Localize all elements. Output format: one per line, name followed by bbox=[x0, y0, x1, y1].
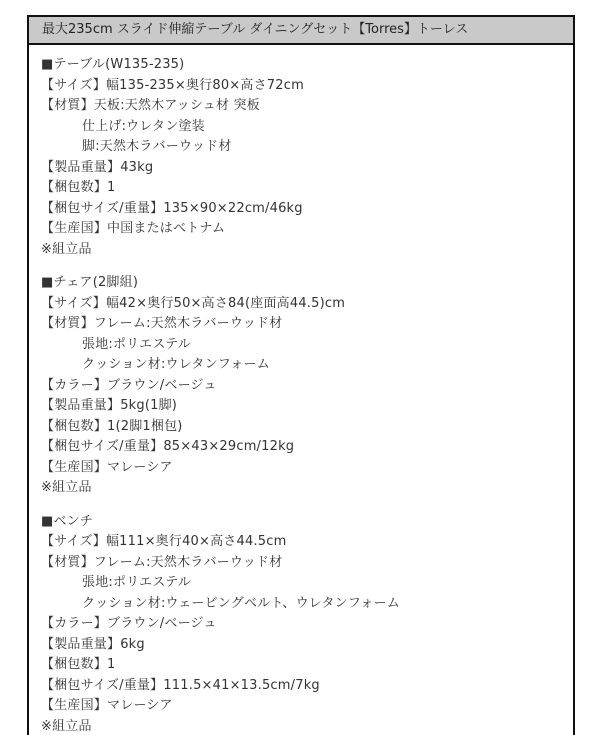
spec-line: 【製品重量】6kg bbox=[41, 636, 145, 652]
spec-line: クッション材:ウェービングベルト、ウレタンフォーム bbox=[82, 595, 401, 611]
spec-line: 【材質】フレーム:天然木ラバーウッド材 bbox=[41, 316, 283, 331]
spec-line: ※組立品 bbox=[41, 718, 92, 734]
spec-line: 仕上げ:ウレタン塗装 bbox=[82, 118, 205, 134]
spec-line: 張地:ポリエステル bbox=[82, 336, 192, 352]
spec-line: 【梱包数】1(2脚1梱包) bbox=[41, 418, 183, 434]
product-title: 最大235cm スライド伸縮テーブル ダイニングセット【Torres】トーレス bbox=[42, 22, 469, 37]
spec-line: 【梱包サイズ/重量】85×43×29cm/12kg bbox=[41, 439, 295, 454]
spec-line: 脚:天然木ラバーウッド材 bbox=[82, 139, 232, 154]
spec-line: 【生産国】マレーシア bbox=[41, 698, 173, 713]
spec-line: 【製品重量】5kg(1脚) bbox=[41, 398, 178, 413]
spec-line: 【梱包サイズ/重量】135×90×22cm/46kg bbox=[41, 200, 303, 216]
spec-line: 【梱包サイズ/重量】111.5×41×13.5cm/7kg bbox=[41, 677, 320, 693]
section-heading-bench: ■ベンチ bbox=[41, 513, 94, 529]
spec-line: 【生産国】中国またはベトナム bbox=[41, 221, 226, 236]
spec-line: 【生産国】マレーシア bbox=[41, 459, 173, 475]
section-heading-table: ■テーブル(W135-235) bbox=[41, 57, 185, 72]
spec-line: 【材質】フレーム:天然木ラバーウッド材 bbox=[41, 554, 283, 570]
spec-line: ※組立品 bbox=[41, 480, 92, 495]
product-title-bar bbox=[29, 17, 573, 45]
spec-section-table bbox=[41, 55, 561, 260]
section-heading-chair: ■チェア(2脚組) bbox=[41, 275, 139, 290]
spec-line: 【カラー】ブラウン/ベージュ bbox=[41, 377, 217, 393]
spec-line: 【梱包数】1 bbox=[41, 657, 116, 672]
spec-body bbox=[29, 45, 573, 735]
spec-line: 【サイズ】幅42×奥行50×高さ84(座面高44.5)cm bbox=[41, 295, 346, 311]
spec-line: 【材質】天板:天然木アッシュ材 突板 bbox=[41, 98, 260, 113]
spec-line: 【サイズ】幅111×奥行40×高さ44.5cm bbox=[41, 534, 287, 549]
spec-line: クッション材:ウレタンフォーム bbox=[82, 357, 270, 372]
spec-line: 【梱包数】1 bbox=[41, 180, 116, 195]
spec-section-bench bbox=[41, 512, 561, 735]
spec-line: ※組立品 bbox=[41, 241, 92, 257]
spec-line: 張地:ポリエステル bbox=[82, 575, 192, 590]
spec-line: 【サイズ】幅135-235×奥行80×高さ72cm bbox=[41, 77, 304, 93]
spec-line: 【カラー】ブラウン/ベージュ bbox=[41, 616, 217, 631]
product-spec-box bbox=[27, 15, 575, 735]
spec-section-chair bbox=[41, 273, 561, 499]
spec-line: 【製品重量】43kg bbox=[41, 159, 154, 175]
